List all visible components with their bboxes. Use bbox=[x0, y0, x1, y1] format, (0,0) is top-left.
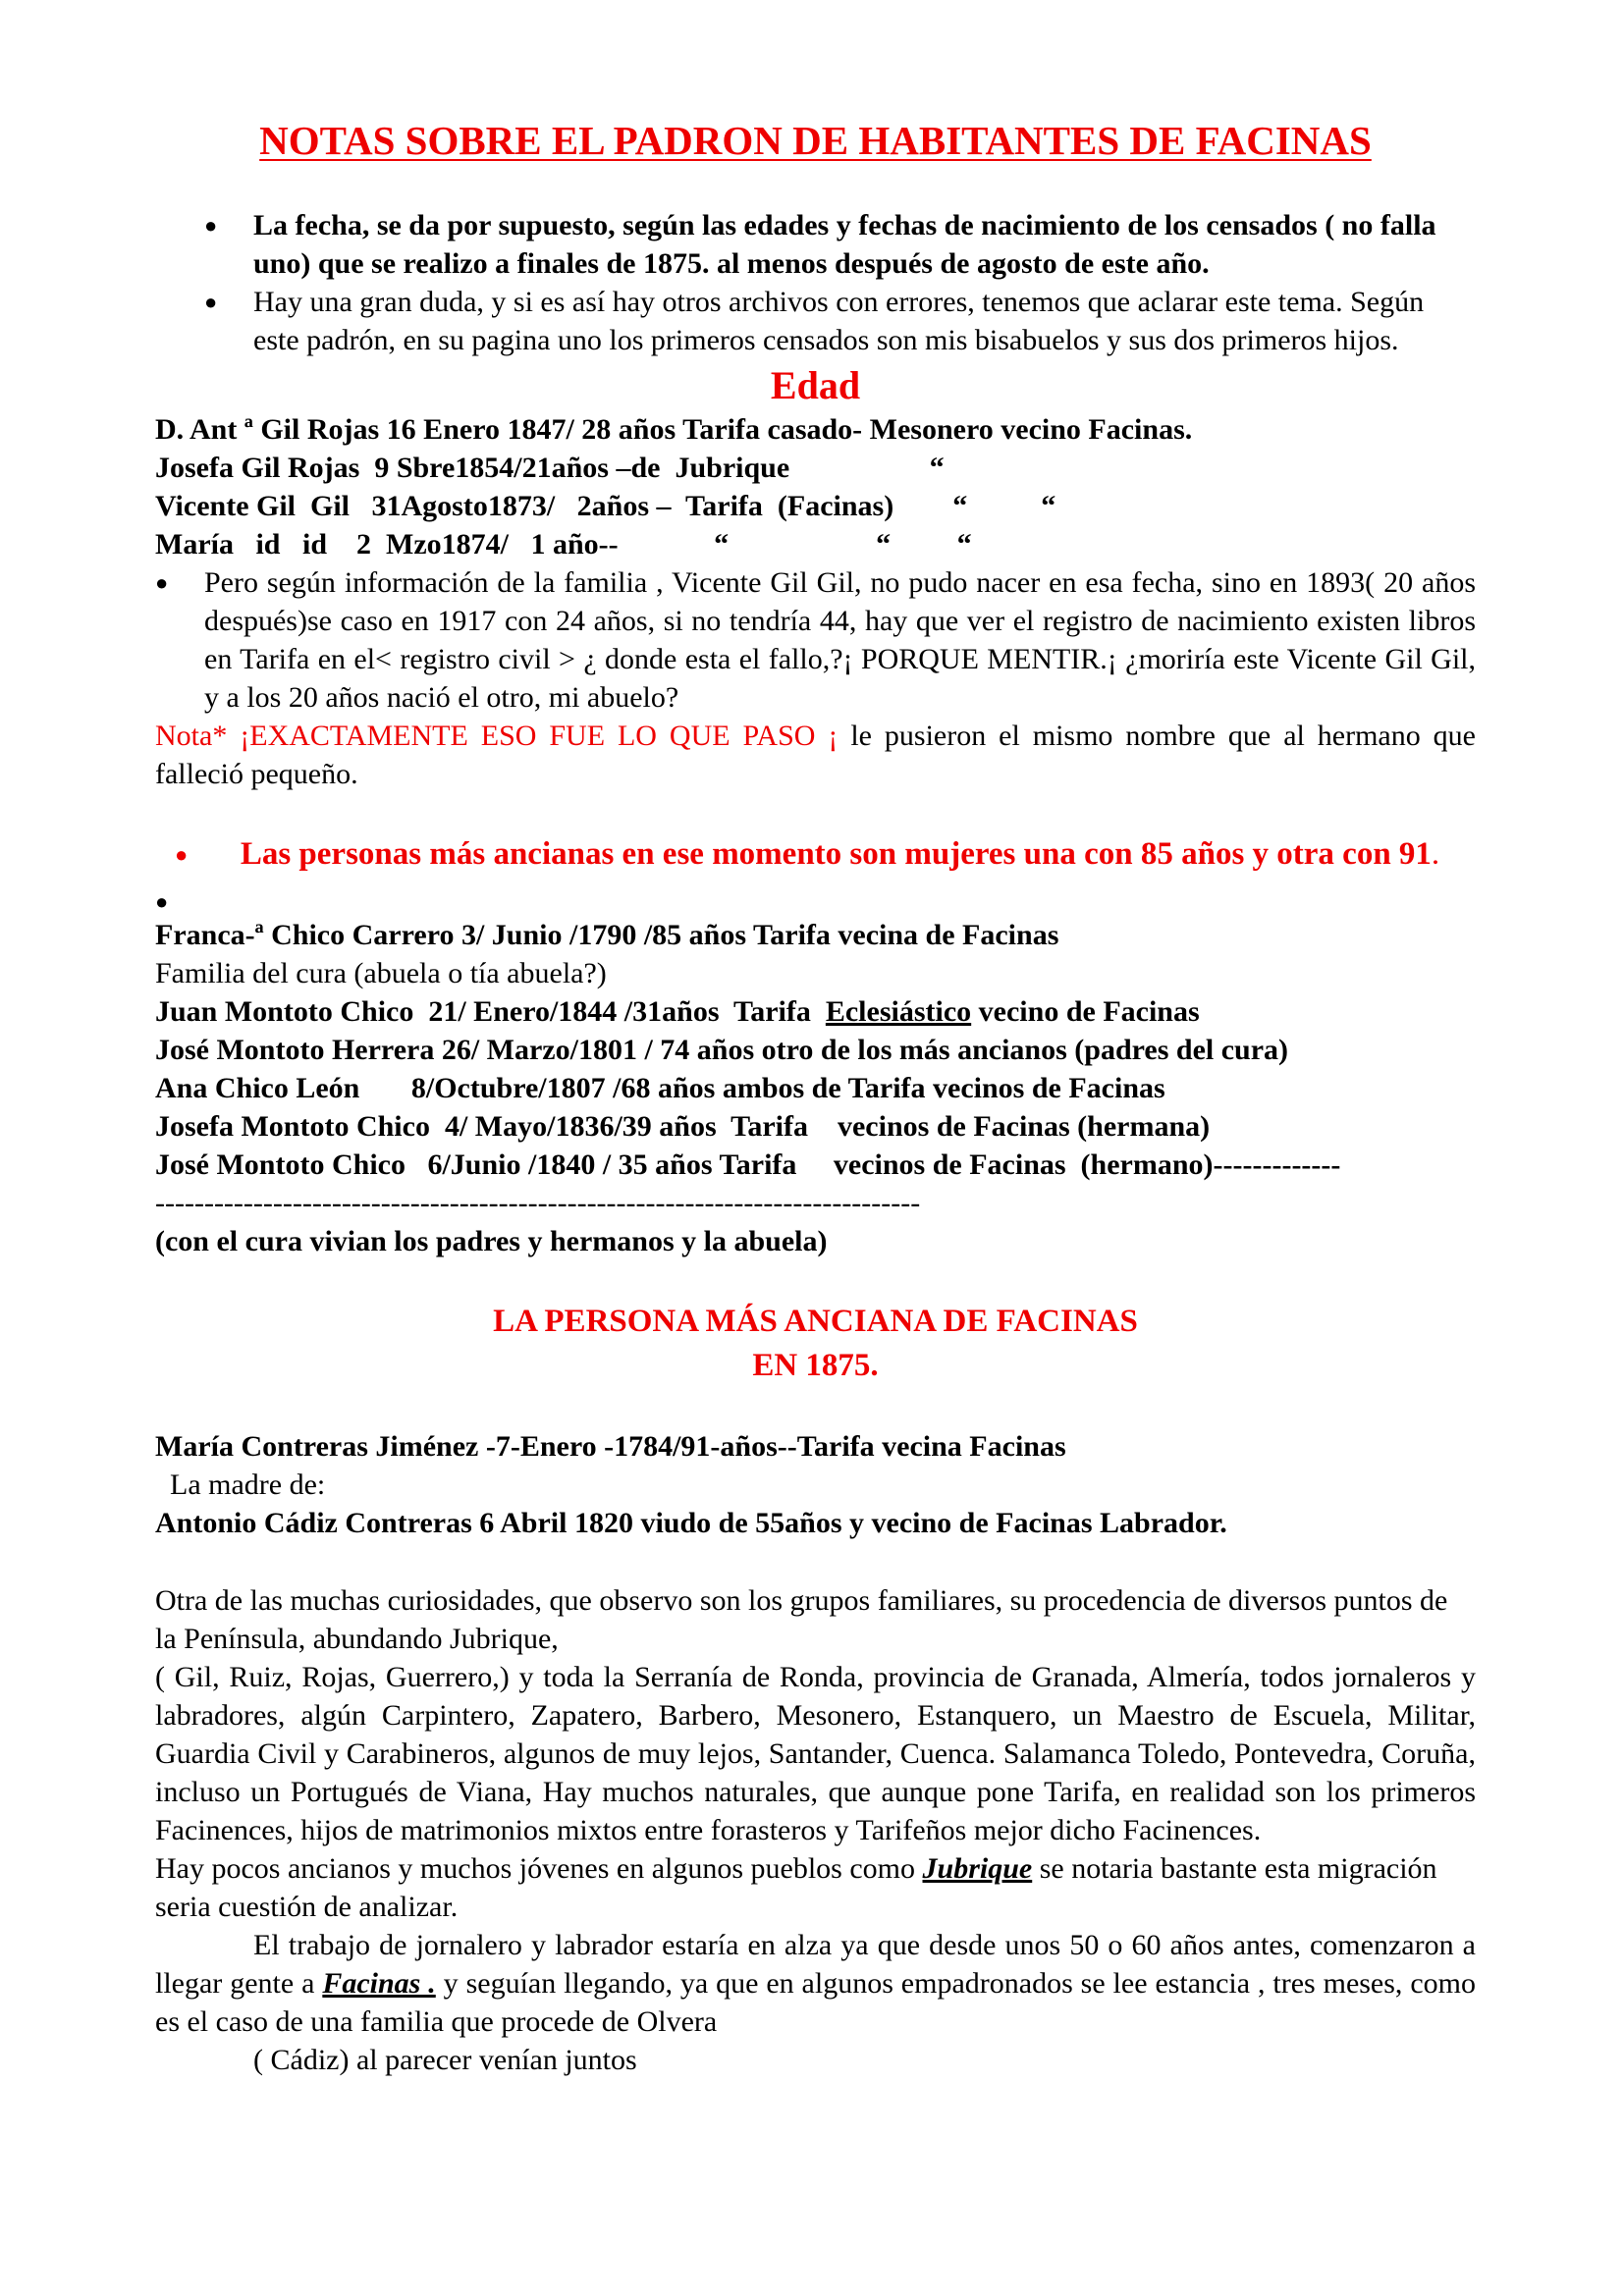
family-row: María id id 2 Mzo1874/ 1 año-- “ “ “ bbox=[155, 528, 972, 561]
edad-heading: Edad bbox=[770, 363, 861, 407]
person-row: Juan Montoto Chico 21/ Enero/1844 /31años Tarifa Eclesiástico vecino de Facinas bbox=[155, 995, 1200, 1028]
paragraph: Otra de las muchas curiosidades, que observo son los grupos familiares, su procedencia de diversos puntos de la Península, abundando Jubrique, bbox=[155, 1584, 1448, 1655]
cura-family-block bbox=[155, 916, 1476, 1260]
person-note: La madre de: bbox=[155, 1468, 326, 1501]
bullet-icon: ● bbox=[155, 889, 169, 914]
person-row: Ana Chico León 8/Octubre/1807 /68 años ambos de Tarifa vecinos de Facinas bbox=[155, 1072, 1165, 1104]
bullet-icon: ● bbox=[204, 213, 218, 238]
nota-paragraph bbox=[155, 717, 1476, 793]
list-item bbox=[155, 832, 1476, 877]
family-block bbox=[155, 410, 1476, 563]
paragraph: El trabajo de jornalero y labrador estaría en alza ya que desde unos 50 o 60 años antes, comenzaron a llegar gente a Facinas . y seguían llegando, ya que en algunos empadronados se lee estancia , tres meses, como es el caso de una familia que procede de Olvera bbox=[155, 1929, 1476, 2038]
oldest-heading bbox=[155, 1300, 1476, 1388]
nota-highlight: Nota* ¡EXACTAMENTE ESO FUE LO QUE PASO ¡ bbox=[155, 720, 839, 752]
list-item bbox=[155, 283, 1476, 359]
bullet-text: Pero según información de la familia , Vicente Gil Gil, no pudo nacer en esa fecha, sino en 1893( 20 años después)se caso en 1917 con 24 años, si no tendría 44, hay que ver el registro de nacimiento existen libros en Tarifa en el< registro civil > ¿ donde esta el fallo,?¡ PORQUE MENTIR.¡ ¿moriría este Vicente Gil Gil, y a los 20 años nació el otro, mi abuelo? bbox=[204, 566, 1476, 714]
bullet-text: Hay una gran duda, y si es así hay otros archivos con errores, tenemos que aclarar este tema. Según este padrón, en su pagina uno los primeros censados son mis bisabuelos y sus dos primeros hijos. bbox=[253, 286, 1425, 356]
dash-line: ------------------------------------------------------------------------------ bbox=[155, 1187, 921, 1219]
elderly-bullet-list bbox=[155, 832, 1476, 916]
bullet-text-end: . bbox=[1431, 836, 1440, 872]
oldest-heading-line: LA PERSONA MÁS ANCIANA DE FACINAS bbox=[493, 1304, 1138, 1339]
paragraph: Hay pocos ancianos y muchos jóvenes en algunos pueblos como Jubrique se notaria bastante esta migración seria cuestión de analizar. bbox=[155, 1852, 1437, 1923]
oldest-heading-line: EN 1875. bbox=[752, 1348, 879, 1383]
intro-bullet-list bbox=[155, 206, 1476, 359]
person-note: (con el cura vivian los padres y hermanos y la abuela) bbox=[155, 1225, 828, 1257]
person-row: José Montoto Herrera 26/ Marzo/1801 / 74 años otro de los más ancianos (padres del cura) bbox=[155, 1034, 1289, 1066]
family-row: Vicente Gil Gil 31Agosto1873/ 2años – Tarifa (Facinas) “ “ bbox=[155, 490, 1056, 522]
paragraph: ( Cádiz) al parecer venían juntos bbox=[253, 2044, 637, 2076]
page-title: NOTAS SOBRE EL PADRON DE HABITANTES DE FACINAS bbox=[259, 118, 1372, 163]
person-row: María Contreras Jiménez -7-Enero -1784/91-años--Tarifa vecina Facinas bbox=[155, 1430, 1066, 1463]
facinas-emphasis: Facinas . bbox=[322, 1967, 436, 2000]
bullet-icon: ● bbox=[204, 290, 218, 314]
bullet-icon: ● bbox=[175, 842, 189, 867]
bullet-icon: ● bbox=[155, 570, 169, 595]
person-row: Josefa Montoto Chico 4/ Mayo/1836/39 años Tarifa vecinos de Facinas (hermana) bbox=[155, 1110, 1211, 1143]
list-item bbox=[155, 563, 1476, 717]
family-note-list bbox=[155, 563, 1476, 717]
list-item-empty bbox=[155, 877, 1476, 916]
body-text bbox=[155, 1581, 1476, 2079]
family-row: Josefa Gil Rojas 9 Sbre1854/21años –de Jubrique “ bbox=[155, 452, 945, 484]
oldest-block bbox=[155, 1427, 1476, 1542]
family-row: D. Ant ª Gil Rojas 16 Enero 1847/ 28 años Tarifa casado- Mesonero vecino Facinas. bbox=[155, 413, 1193, 446]
bullet-text: La fecha, se da por supuesto, según las edades y fechas de nacimiento de los censados ( no falla uno) que se realizo a finales de 1875. al menos después de agosto de este año. bbox=[253, 209, 1436, 280]
person-row: José Montoto Chico 6/Junio /1840 / 35 años Tarifa vecinos de Facinas (hermano)------------- bbox=[155, 1148, 1341, 1181]
bullet-text: Las personas más ancianas en ese momento son mujeres una con 85 años y otra con 91 bbox=[240, 836, 1432, 872]
eclesiastico-underlined: Eclesiástico bbox=[825, 995, 972, 1028]
paragraph: ( Gil, Ruiz, Rojas, Guerrero,) y toda la Serranía de Ronda, provincia de Granada, Almería, todos jornaleros y labradores, algún Carpintero, Zapatero, Barbero, Mesonero, Estanquero, un Maestro de Escuela, Militar, Guardia Civil y Carabineros, algunos de muy lejos, Santander, Cuenca. Salamanca Toledo, Pontevedra, Coruña, incluso un Portugués de Viana, Hay muchos naturales, que aunque pone Tarifa, en realidad son los primeros Facinences, hijos de matrimonios mixtos entre forasteros y Tarifeños mejor dicho Facinences. bbox=[155, 1661, 1476, 1846]
list-item bbox=[155, 206, 1476, 283]
person-row: Franca-ª Chico Carrero 3/ Junio /1790 /85 años Tarifa vecina de Facinas bbox=[155, 919, 1059, 951]
document-page bbox=[155, 116, 1476, 2079]
person-row: Antonio Cádiz Contreras 6 Abril 1820 viudo de 55años y vecino de Facinas Labrador. bbox=[155, 1507, 1227, 1539]
jubrique-emphasis: Jubrique bbox=[922, 1852, 1033, 1885]
nota-text: le pusieron el mismo nombre que al hermano que falleció pequeño. bbox=[155, 720, 1476, 790]
person-note: Familia del cura (abuela o tía abuela?) bbox=[155, 957, 607, 989]
